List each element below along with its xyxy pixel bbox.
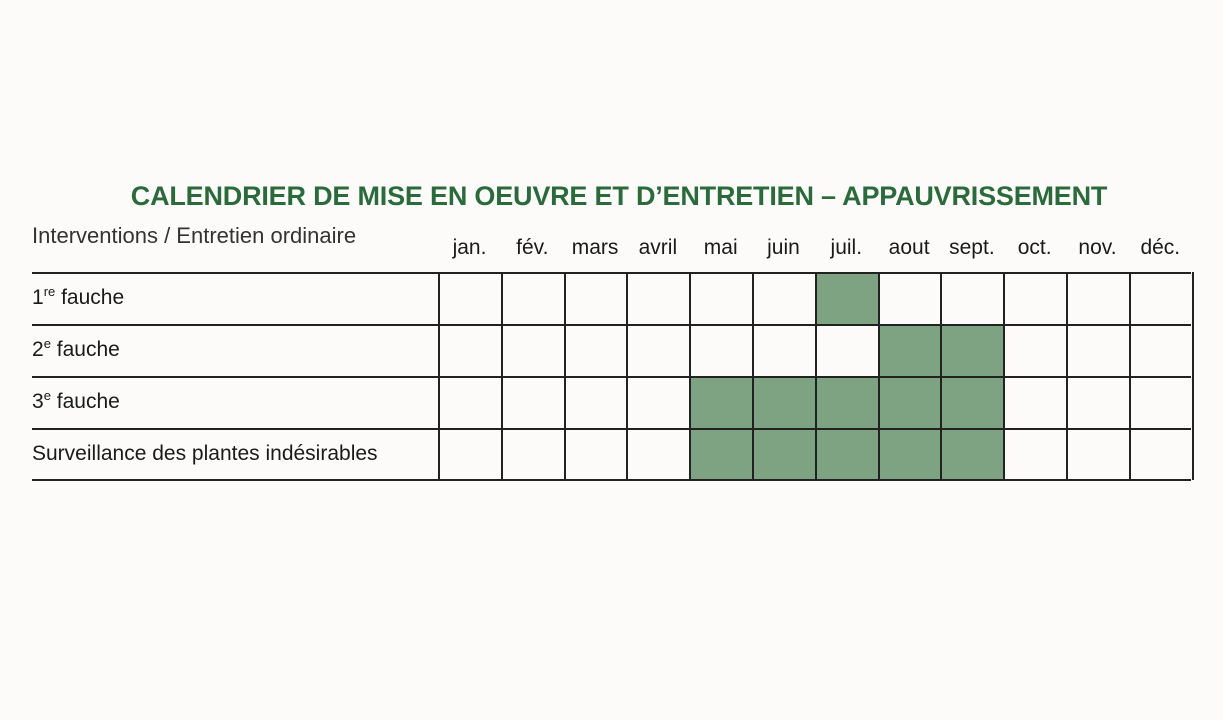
calendar-cell: [878, 428, 943, 480]
calendar-cell: [752, 428, 817, 480]
calendar-cell: [940, 272, 1005, 324]
calendar-cell: [626, 324, 691, 376]
calendar-cell: [689, 272, 754, 324]
calendar-cell: [878, 324, 943, 376]
row-label-main: 2: [32, 338, 44, 361]
row-label-rest: fauche: [50, 338, 120, 361]
calendar-cell: [689, 428, 754, 480]
row-label-main: Surveillance des plantes indésirables: [32, 442, 378, 465]
calendar-cell: [752, 376, 817, 428]
calendar-cell: [564, 324, 629, 376]
calendar-cell: [501, 324, 566, 376]
row-label: [32, 338, 120, 362]
month-header: mai: [703, 236, 738, 259]
row-divider: [32, 272, 1191, 274]
calendar-cell: [438, 272, 503, 324]
month-header: fév.: [516, 236, 549, 259]
calendar-cell: [815, 428, 880, 480]
calendar-cell: [1003, 428, 1068, 480]
calendar-cell: [1003, 324, 1068, 376]
row-label-rest: fauche: [50, 390, 120, 413]
calendar-cell: [1003, 272, 1068, 324]
calendar-cell: [1066, 272, 1131, 324]
calendar-cell: [1129, 428, 1194, 480]
row-label-sup: re: [43, 284, 56, 299]
month-header: oct.: [1017, 236, 1052, 259]
calendar-cell: [626, 428, 691, 480]
calendar-cell: [1066, 376, 1131, 428]
calendar-cell: [878, 272, 943, 324]
month-header: mars: [571, 236, 619, 259]
calendar-cell: [438, 376, 503, 428]
month-header: avril: [638, 236, 678, 259]
row-label: [32, 286, 124, 310]
month-header: nov.: [1078, 236, 1117, 259]
calendar-cell: [1129, 272, 1194, 324]
calendar-cell: [940, 428, 1005, 480]
calendar-cell: [815, 324, 880, 376]
calendar-cell: [626, 272, 691, 324]
calendar-cell: [689, 376, 754, 428]
calendar-cell: [1129, 376, 1194, 428]
calendar-cell: [626, 376, 691, 428]
calendar-cell: [501, 376, 566, 428]
calendar-cell: [1003, 376, 1068, 428]
calendar-cell: [1066, 428, 1131, 480]
row-divider: [32, 324, 1191, 326]
month-header: sept.: [949, 236, 995, 259]
month-header: déc.: [1140, 236, 1181, 259]
row-label-sup: e: [43, 336, 51, 351]
month-header: jan.: [452, 236, 487, 259]
row-label-main: 1: [32, 286, 44, 309]
calendar-cell: [752, 272, 817, 324]
row-label: [32, 390, 120, 414]
calendar-cell: [564, 428, 629, 480]
row-label-sup: e: [43, 388, 51, 403]
calendar-cell: [1066, 324, 1131, 376]
row-divider: [32, 479, 1191, 481]
calendar-cell: [940, 376, 1005, 428]
calendar-cell: [438, 324, 503, 376]
calendar-cell: [940, 324, 1005, 376]
calendar-cell: [689, 324, 754, 376]
row-label: [32, 442, 378, 466]
calendar-cell: [815, 376, 880, 428]
calendar-cell: [564, 376, 629, 428]
calendar-cell: [564, 272, 629, 324]
page-title: CALENDRIER DE MISE EN OEUVRE ET D’ENTRETIEN – APPAUVRISSEMENT: [130, 181, 1108, 211]
month-header: juil.: [830, 236, 863, 259]
month-header: aout: [888, 236, 930, 259]
calendar-cell: [501, 428, 566, 480]
calendar-cell: [1129, 324, 1194, 376]
row-label-main: 3: [32, 390, 44, 413]
row-divider: [32, 428, 1191, 430]
calendar-cell: [815, 272, 880, 324]
calendar-cell: [878, 376, 943, 428]
calendar-cell: [752, 324, 817, 376]
month-header: juin: [767, 236, 800, 259]
row-divider: [32, 376, 1191, 378]
row-label-rest: fauche: [55, 286, 125, 309]
header-label: Interventions / Entretien ordinaire: [32, 223, 357, 248]
calendar-cell: [438, 428, 503, 480]
calendar-cell: [501, 272, 566, 324]
